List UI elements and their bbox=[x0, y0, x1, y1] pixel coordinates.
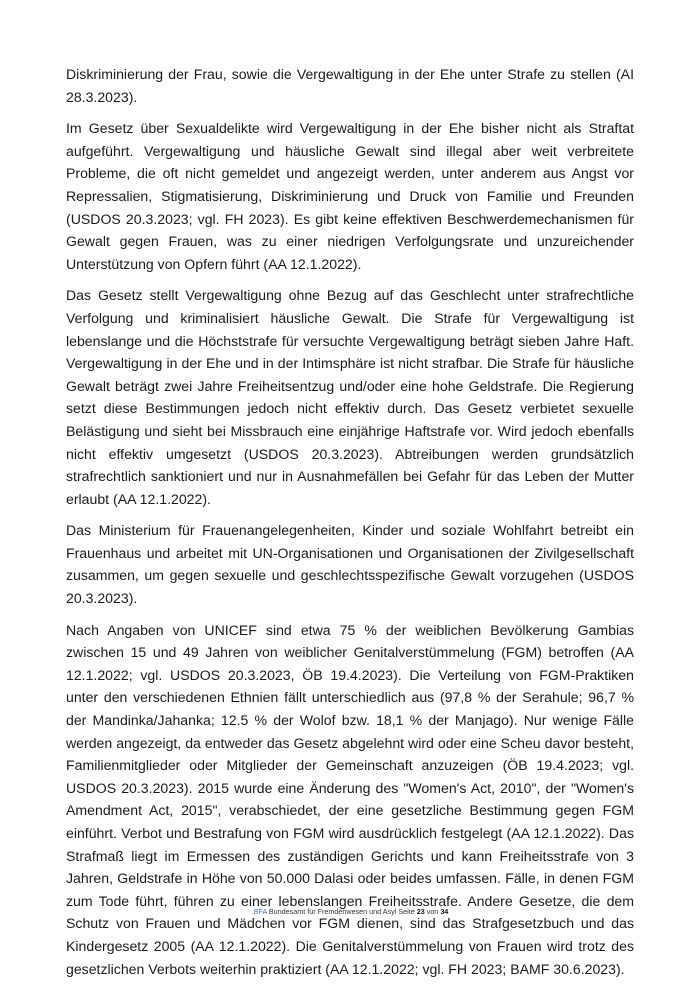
page-label: Seite bbox=[398, 907, 415, 916]
page-current: 23 bbox=[416, 907, 425, 916]
bfa-logo-mark-icon: . bbox=[251, 907, 254, 916]
paragraph-fgm: Nach Angaben von UNICEF sind etwa 75 % der weiblichen Bevölkerung Gambias zwischen 15 und 49 Jahren von weiblicher Genitalverstümmelung (FGM) betroffen (AA 12.1.2022; vgl. USDOS 20.3.2023, ÖB 19.4.2023). Die Verteilung von FGM-Praktiken unter den verschiedenen Ethnien fällt unterschiedlich aus (97,8 % der Serahule; 96,7 % der Mandinka/Jahanka; 12.5 % der Wolof bzw. 18,1 % der Manjago). Nur wenige Fälle werden angezeigt, da entweder das Gesetz abgelehnt wird oder eine Scheu davor besteht, Familienmitglieder oder Mitglieder der Gemeinschaft anzuzeigen (ÖB 19.4.2023; vgl. USDOS 20.3.2023). 2015 wurde eine Änderung des "Women's Act, 2010", der "Women's Amendment Act, 2015", verabschiedet, der eine gesetzliche Bestimmung gegen FGM einführt. Verbot und Bestrafung von FGM wird ausdrücklich festgelegt (AA 12.1.2022). Das Strafmaß liegt im Ermessen des zuständigen Gerichts und kann Freiheitsstrafe von 3 Jahren, Geldstrafe in Höhe von 50.000 Dalasi oder beides umfassen. Fälle, in denen FGM zum Tode führt, führen zu einer lebenslangen Freiheitsstrafe. Andere Gesetze, die dem Schutz von Frauen und Mädchen vor FGM dienen, sind das Strafgesetzbuch und das Kindergesetz 2005 (AA 12.1.2022). Die Genitalverstümmelung von Frauen wird trotz des gesetzlichen Verbots weiterhin praktiziert (AA 12.1.2022; vgl. FH 2023; BAMF 30.6.2023). bbox=[66, 621, 634, 977]
document-body bbox=[66, 63, 634, 989]
paragraph-sexual-offences-law: Im Gesetz über Sexualdelikte wird Vergewaltigung in der Ehe bisher nicht als Straftat aufgeführt. Vergewaltigung und häusliche Gewalt sind illegal aber weit verbreitete Probleme, die oft nicht gemeldet und angezeigt werden, unter anderem aus Angst vor Repressalien, Stigmatisierung, Diskriminierung und Druck von Familie und Freunden (USDOS 20.3.2023; vgl. FH 2023). Es gibt keine effektiven Beschwerdemechanismen für Gewalt gegen Frauen, was zu einer niedrigen Verfolgungsrate und unzureichender Unterstützung von Opfern führt (AA 12.1.2022). bbox=[66, 120, 634, 272]
paragraph-women-ministry: Das Ministerium für Frauenangelegenheiten, Kinder und soziale Wohlfahrt betreibt ein Frauenhaus und arbeitet mit UN-Organisationen und Organisationen der Zivilgesellschaft zusammen, um gegen sexuelle und geschlechtsspezifische Gewalt vorzugehen (USDOS 20.3.2023). bbox=[66, 522, 634, 607]
bfa-logo: BFA bbox=[253, 907, 267, 916]
paragraph-rape-in-marriage-intro: Diskriminierung der Frau, sowie die Vergewaltigung in der Ehe unter Strafe zu stellen (AI 28.3.2023). bbox=[66, 66, 634, 105]
page-of-label: von bbox=[426, 907, 439, 916]
page-footer bbox=[0, 907, 700, 916]
agency-name: Bundesamt für Fremdenwesen und Asyl bbox=[268, 907, 397, 916]
page-total: 34 bbox=[440, 907, 449, 916]
paragraph-rape-penalties: Das Gesetz stellt Vergewaltigung ohne Bezug auf das Geschlecht unter strafrechtliche Verfolgung und kriminalisiert häusliche Gewalt. Die Strafe für Vergewaltigung ist lebenslange und die Höchststrafe für versuchte Vergewaltigung beträgt sieben Jahre Haft. Vergewaltigung in der Ehe und in der Intimsphäre ist nicht strafbar. Die Strafe für häusliche Gewalt beträgt zwei Jahre Freiheitsentzug und/oder eine hohe Geldstrafe. Die Regierung setzt diese Bestimmungen jedoch nicht effektiv durch. Das Gesetz verbietet sexuelle Belästigung und sieht bei Missbrauch eine einjährige Haftstrafe vor. Wird jedoch ebenfalls nicht effektiv umgesetzt (USDOS 20.3.2023). Abtreibungen werden grundsätzlich strafrechtlich sanktioniert und nur in Ausnahmefällen bei Gefahr für das Leben der Mutter erlaubt (AA 12.1.2022). bbox=[66, 287, 634, 507]
